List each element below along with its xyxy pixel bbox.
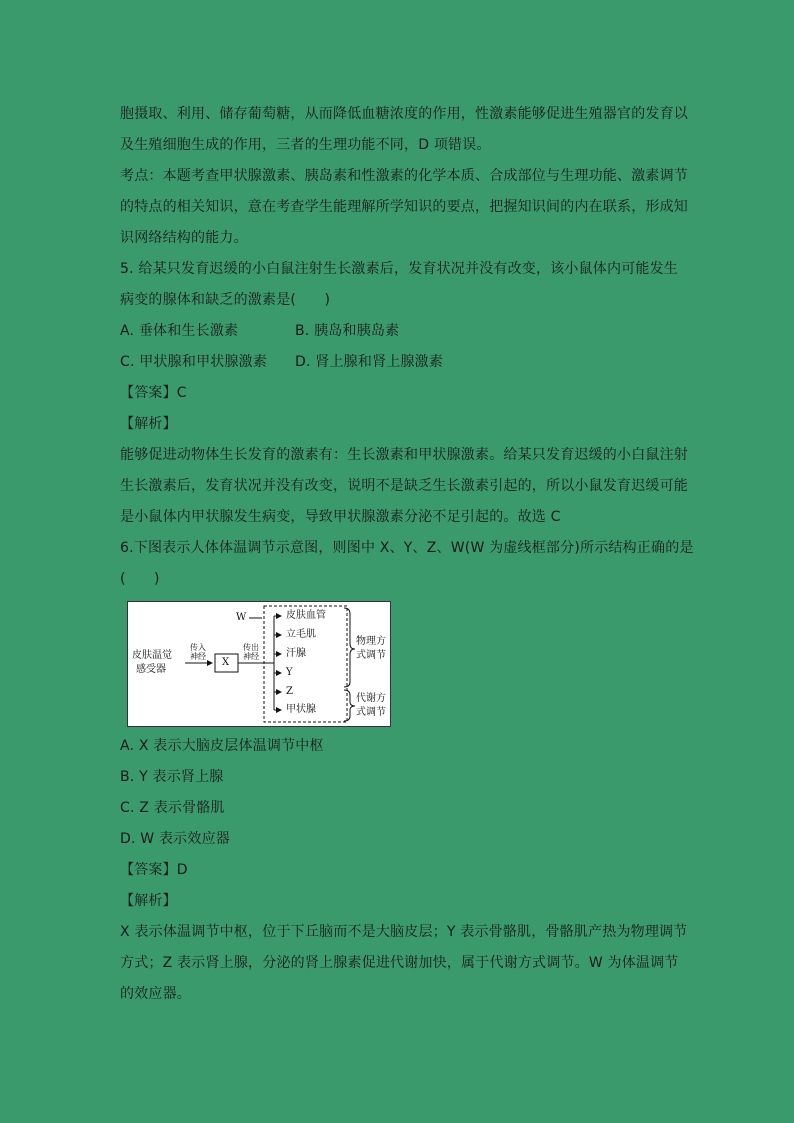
- physical-regulation-label: 物理方: [356, 636, 386, 647]
- physical-regulation-label: 式调节: [356, 650, 386, 661]
- effector-label: 立毛肌: [286, 629, 316, 640]
- receptor-label: 感受器: [136, 664, 166, 675]
- text-line: 考点：本题考查甲状腺激素、胰岛素和性激素的化学本质、合成部位与生理功能、激素调节: [120, 168, 688, 184]
- q5-option-b: B. 胰岛和胰岛素: [295, 323, 400, 339]
- q6-analysis-line: X 表示体温调节中枢，位于下丘脑而不是大脑皮层；Y 表示骨骼肌，骨骼肌产热为物理调节: [120, 924, 688, 940]
- q5-options-row-1: [120, 316, 680, 347]
- effector-label: Y: [286, 667, 293, 678]
- text-line: 识网络结构的能力。: [120, 230, 248, 246]
- effector-label: Z: [286, 686, 293, 697]
- q6-option-d: D. W 表示效应器: [120, 831, 230, 847]
- q5-analysis-title: 【解析】: [120, 416, 177, 432]
- question-5-stem: 5. 给某只发育迟缓的小白鼠注射生长激素后，发育状况并没有改变，该小鼠体内可能发生: [120, 261, 679, 277]
- effector-label: 甲状腺: [286, 704, 316, 715]
- document-page: [120, 99, 694, 1010]
- q5-analysis-line: 是小鼠体内甲状腺发生病变，导致甲状腺激素分泌不足引起的。故选 C: [120, 509, 561, 525]
- text-line: 的特点的相关知识，意在考查学生能理解所学知识的要点，把握知识间的内在联系，形成知: [120, 199, 688, 215]
- text-line: 及生殖细胞生成的作用，三者的生理功能不同，D 项错误。: [120, 137, 491, 153]
- metabolic-regulation-label: 式调节: [356, 707, 386, 718]
- q6-option-a: A. X 表示大脑皮层体温调节中枢: [120, 738, 324, 754]
- question-6-stem: ( ): [120, 571, 160, 587]
- q5-answer: 【答案】C: [120, 385, 187, 401]
- q6-analysis-line: 方式；Z 表示肾上腺，分泌的肾上腺素促进代谢加快，属于代谢方式调节。W 为体温调节: [120, 955, 679, 971]
- q5-option-d: D. 肾上腺和肾上腺激素: [295, 354, 444, 370]
- q6-analysis-title: 【解析】: [120, 893, 177, 909]
- q5-analysis-line: 生长激素后，发育状况并没有改变，说明不是缺乏生长激素引起的，所以小鼠发育迟缓可能: [120, 478, 688, 494]
- afferent-label: 神经: [190, 652, 206, 661]
- text-line: 胞摄取、利用、储存葡萄糖，从而降低血糖浓度的作用，性激素能够促进生殖器官的发育以: [120, 106, 688, 122]
- efferent-label: 传出: [243, 643, 259, 652]
- q6-option-b: B. Y 表示肾上腺: [120, 769, 224, 785]
- diagram-lines: [128, 602, 390, 726]
- metabolic-regulation-label: 代谢方: [356, 693, 386, 704]
- q6-analysis-line: 的效应器。: [120, 986, 191, 1002]
- center-x-label: X: [222, 657, 230, 668]
- q5-option-c: C. 甲状腺和甲状腺激素: [120, 354, 268, 370]
- q6-option-c: C. Z 表示骨骼肌: [120, 800, 225, 816]
- question-6-stem: 6.下图表示人体体温调节示意图，则图中 X、Y、Z、W(W 为虚线框部分)所示结构正确的是: [120, 540, 694, 556]
- q5-analysis-line: 能够促进动物体生长发育的激素有：生长激素和甲状腺激素。给某只发育迟缓的小白鼠注射: [120, 447, 688, 463]
- effector-label: 汗腺: [286, 648, 306, 659]
- question-5-stem: 病变的腺体和缺乏的激素是( ): [120, 292, 331, 308]
- effector-label: 皮肤血管: [286, 610, 326, 621]
- afferent-label: 传入: [190, 643, 206, 652]
- w-label: W: [236, 612, 247, 623]
- q5-option-a: A. 垂体和生长激素: [120, 323, 239, 339]
- efferent-label: 神经: [243, 652, 259, 661]
- thermoregulation-diagram: [127, 601, 391, 727]
- q5-options-row-2: [120, 347, 680, 378]
- receptor-label: 皮肤温觉: [132, 650, 172, 661]
- q6-answer: 【答案】D: [120, 862, 188, 878]
